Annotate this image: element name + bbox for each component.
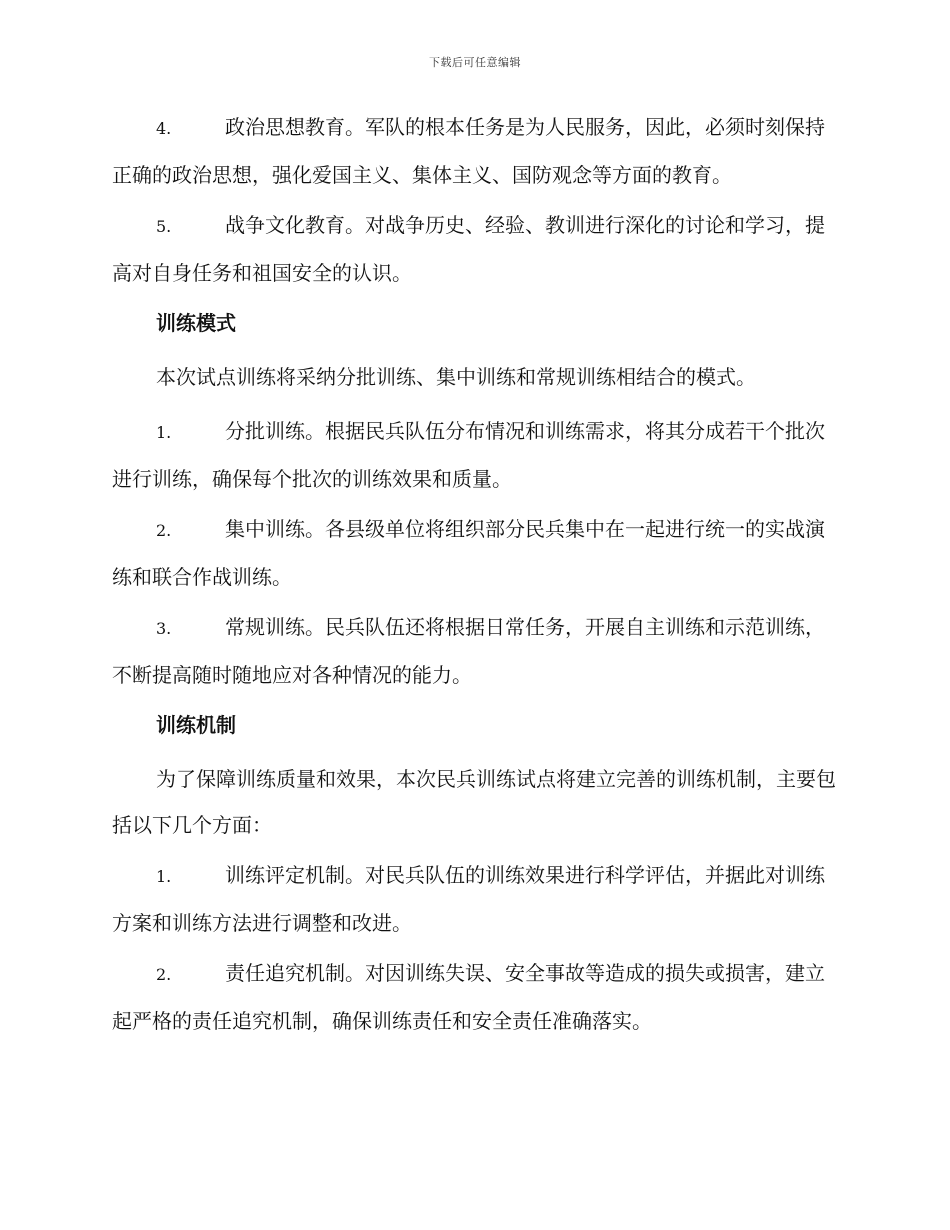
item-text: 责任追究机制。对因训练失误、安全事故等造成的损失或损害，建立起严格的责任追究机制，确保训练责任和安全责任准确落实。 — [112, 961, 825, 1033]
item-number: 2. — [156, 965, 172, 984]
section-heading-mode: 训练模式 — [156, 311, 236, 335]
item-text: 战争文化教育。对战争历史、经验、教训进行深化的讨论和学习，提高对自身任务和祖国安全的认识。 — [112, 213, 825, 285]
item-text: 常规训练。民兵队伍还将根据日常任务，开展自主训练和示范训练，不断提高随时随地应对各种情况的能力。 — [112, 615, 825, 687]
item-text: 分批训练。根据民兵队伍分布情况和训练需求，将其分成若干个批次进行训练，确保每个批次的训练效果和质量。 — [112, 419, 825, 491]
list-item — [112, 104, 838, 198]
item-text: 训练评定机制。对民兵队伍的训练效果进行科学评估，并据此对训练方案和训练方法进行调整和改进。 — [112, 863, 825, 935]
paragraph-mode-intro: 本次试点训练将采纳分批训练、集中训练和常规训练相结合的模式。 — [156, 365, 756, 389]
item-text: 政治思想教育。军队的根本任务是为人民服务，因此，必须时刻保持正确的政治思想，强化爱国主义、集体主义、国防观念等方面的教育。 — [112, 115, 825, 187]
item-number: 1. — [156, 423, 172, 442]
list-item — [112, 408, 838, 502]
page-header: 下载后可任意编辑 — [429, 56, 521, 69]
list-item — [112, 604, 838, 698]
item-number: 5. — [156, 217, 172, 236]
list-item — [112, 202, 838, 296]
list-item — [112, 506, 838, 600]
item-number: 1. — [156, 867, 172, 886]
paragraph-mechanism-intro: 为了保障训练质量和效果，本次民兵训练试点将建立完善的训练机制，主要包括以下几个方面： — [112, 767, 836, 837]
list-item — [112, 950, 838, 1044]
item-text: 集中训练。各县级单位将组织部分民兵集中在一起进行统一的实战演练和联合作战训练。 — [112, 517, 825, 589]
item-number: 3. — [156, 619, 172, 638]
list-item — [112, 852, 838, 946]
item-number: 4. — [156, 119, 172, 138]
item-number: 2. — [156, 521, 172, 540]
section-heading-mechanism: 训练机制 — [156, 713, 236, 737]
